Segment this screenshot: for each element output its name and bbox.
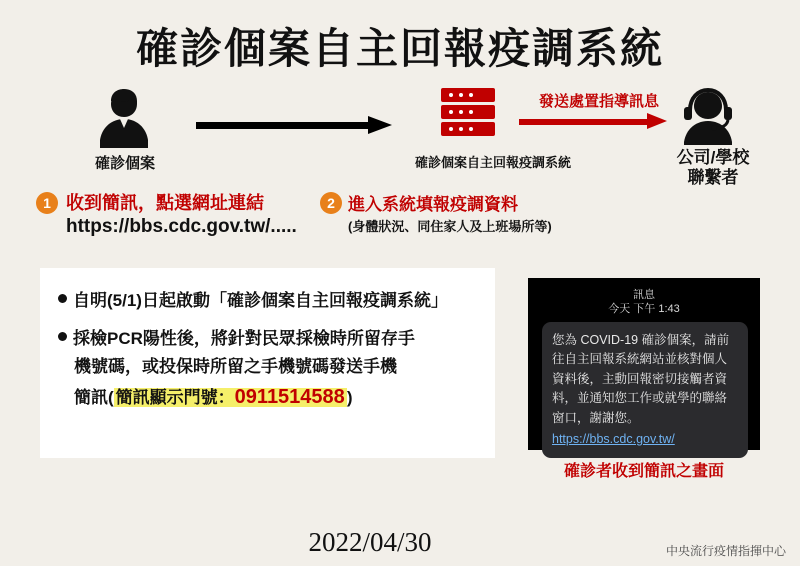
info-line-4-prefix: 簡訊(: [74, 388, 114, 407]
contact-label: [638, 148, 788, 188]
phone-header-time: 今天 下午 1:43: [608, 303, 680, 315]
bullet-icon: [58, 294, 67, 303]
phone-header-title: 訊息: [633, 289, 655, 301]
info-line-4-suffix: ): [346, 388, 353, 407]
headset-agent-icon: [678, 88, 738, 146]
message-arrow-label: 發送處置指導訊息: [538, 93, 659, 110]
sms-sender-highlight: [114, 388, 347, 407]
sms-link[interactable]: https://bbs.cdc.gov.tw/: [552, 431, 675, 446]
step-2-subtext: (身體狀況、同住家人及上班場所等): [348, 219, 552, 234]
server-icon: [441, 88, 495, 144]
page-title: 確診個案自主回報疫調系統: [135, 25, 664, 72]
sms-bubble: [542, 322, 748, 458]
flow-diagram: [0, 88, 800, 188]
flow-arrow-red: [519, 115, 667, 129]
step-1-text: 收到簡訊，點選網址連結: [66, 193, 264, 213]
sms-message-text: 您為 COVID-19 確診個案，請前往自主回報系統網站並核對個人資料後，主動回報密切接觸者資料，並通知您工作或就學的聯絡窗口，謝謝您。: [552, 333, 730, 425]
system-label: 確診個案自主回報疫調系統: [414, 155, 571, 170]
info-line-4: [74, 382, 494, 413]
sms-sender-label: 簡訊顯示門號：: [115, 388, 235, 407]
person-icon: [96, 88, 152, 150]
step-1-number: 1: [36, 192, 58, 214]
date-label: 2022/04/30: [308, 527, 432, 557]
contact-label-line1: 公司/學校: [676, 148, 750, 167]
organization-label: 中央流行疫情指揮中心: [665, 544, 786, 558]
info-panel: [40, 268, 495, 458]
step-2-text: 進入系統填報疫調資料: [348, 195, 518, 214]
info-line-1-text: 自明(5/1)日起啟動「確診個案自主回報疫調系統」: [73, 291, 448, 310]
bullet-icon: [58, 332, 67, 341]
step-1-url: https://bbs.cdc.gov.tw/.....: [66, 216, 297, 237]
person-label: 確診個案: [94, 155, 155, 172]
info-line-2-text: 採檢PCR陽性後，將針對民眾採檢時所留存手: [73, 329, 415, 348]
info-line-2: [58, 326, 488, 352]
phone-caption: 確診者收到簡訊之畫面: [563, 463, 724, 480]
phone-screenshot: [528, 278, 760, 450]
step-2-number: 2: [320, 192, 342, 214]
info-line-1: [58, 288, 488, 314]
sms-sender-number: 0911514588: [234, 386, 345, 408]
contact-label-line2: 聯繫者: [687, 168, 739, 188]
flow-arrow-black: [196, 118, 392, 132]
info-line-3: 機號碼，或投保時所留之手機號碼發送手機: [74, 357, 397, 376]
